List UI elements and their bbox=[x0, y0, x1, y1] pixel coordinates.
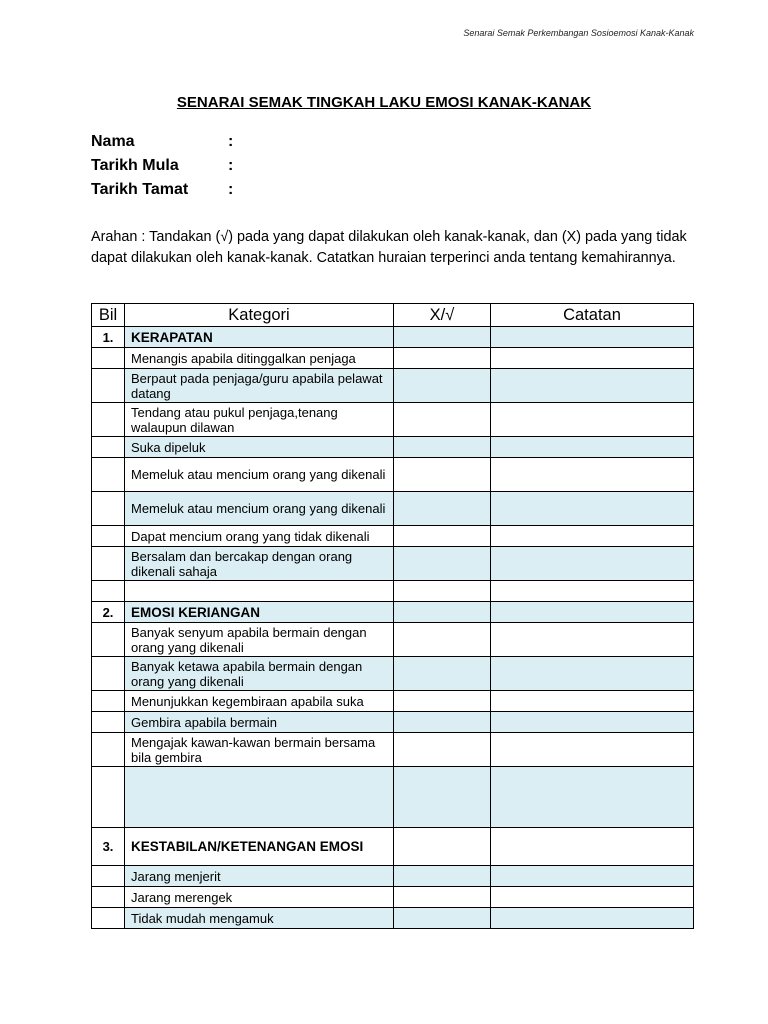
mark-cell[interactable] bbox=[394, 348, 491, 369]
mark-cell[interactable] bbox=[394, 767, 491, 828]
item-text: Dapat mencium orang yang tidak dikenali bbox=[125, 526, 394, 547]
mark-cell[interactable] bbox=[394, 602, 491, 623]
mark-cell[interactable] bbox=[394, 657, 491, 691]
notes-cell[interactable] bbox=[491, 348, 694, 369]
item-text: Gembira apabila bermain bbox=[125, 712, 394, 733]
table-row bbox=[92, 657, 694, 691]
mark-cell[interactable] bbox=[394, 458, 491, 492]
document-title: SENARAI SEMAK TINGKAH LAKU EMOSI KANAK-KANAK bbox=[176, 94, 592, 111]
blank-row bbox=[92, 767, 694, 828]
table-row bbox=[92, 866, 694, 887]
table-row bbox=[92, 526, 694, 547]
table-row bbox=[92, 908, 694, 929]
info-label: Tarikh Tamat bbox=[91, 181, 189, 198]
mark-cell[interactable] bbox=[394, 623, 491, 657]
mark-cell[interactable] bbox=[394, 492, 491, 526]
mark-cell[interactable] bbox=[394, 733, 491, 767]
notes-cell[interactable] bbox=[491, 887, 694, 908]
item-text: Banyak senyum apabila bermain dengan orang yang dikenali bbox=[125, 623, 394, 657]
table-row bbox=[92, 437, 694, 458]
section-row bbox=[92, 828, 694, 866]
item-text: Mengajak kawan-kawan bermain bersama bila gembira bbox=[125, 733, 394, 767]
info-separator: : bbox=[228, 133, 234, 150]
mark-cell[interactable] bbox=[394, 547, 491, 581]
notes-cell[interactable] bbox=[491, 908, 694, 929]
notes-cell[interactable] bbox=[491, 547, 694, 581]
info-label: Nama bbox=[91, 133, 135, 150]
item-text: Berpaut pada penjaga/guru apabila pelawat datang bbox=[125, 369, 394, 403]
item-text: Suka dipeluk bbox=[125, 437, 394, 458]
info-label: Tarikh Mula bbox=[91, 157, 179, 174]
info-separator: : bbox=[228, 157, 234, 174]
mark-cell[interactable] bbox=[394, 581, 491, 602]
notes-cell[interactable] bbox=[491, 691, 694, 712]
section-number: 3. bbox=[92, 828, 125, 866]
item-text: Menangis apabila ditinggalkan penjaga bbox=[125, 348, 394, 369]
mark-cell[interactable] bbox=[394, 437, 491, 458]
section-number: 1. bbox=[92, 327, 125, 348]
mark-cell[interactable] bbox=[394, 327, 491, 348]
table-row bbox=[92, 887, 694, 908]
notes-cell[interactable] bbox=[491, 458, 694, 492]
page-header-note: Senarai Semak Perkembangan Sosioemosi Kanak-Kanak bbox=[463, 28, 694, 38]
notes-cell[interactable] bbox=[491, 767, 694, 828]
item-text: Memeluk atau mencium orang yang dikenali bbox=[125, 458, 394, 492]
header-mark: X/√ bbox=[394, 304, 491, 327]
notes-cell[interactable] bbox=[491, 581, 694, 602]
mark-cell[interactable] bbox=[394, 887, 491, 908]
item-text: Banyak ketawa apabila bermain dengan orang yang dikenali bbox=[125, 657, 394, 691]
table-row bbox=[92, 369, 694, 403]
item-text: Jarang menjerit bbox=[125, 866, 394, 887]
item-text: Bersalam dan bercakap dengan orang dikenali sahaja bbox=[125, 547, 394, 581]
notes-cell[interactable] bbox=[491, 437, 694, 458]
mark-cell[interactable] bbox=[394, 828, 491, 866]
notes-cell[interactable] bbox=[491, 526, 694, 547]
notes-cell[interactable] bbox=[491, 712, 694, 733]
info-row-nama bbox=[91, 130, 233, 154]
section-row bbox=[92, 602, 694, 623]
notes-cell[interactable] bbox=[491, 657, 694, 691]
instruction-text: Arahan : Tandakan (√) pada yang dapat dilakukan oleh kanak-kanak, dan (X) pada yang tidak dapat dilakukan oleh kanak-kanak. Catatkan huraian terperinci anda tentang kemahirannya. bbox=[91, 229, 687, 266]
notes-cell[interactable] bbox=[491, 327, 694, 348]
blank-row bbox=[92, 581, 694, 602]
notes-cell[interactable] bbox=[491, 403, 694, 437]
header-catatan: Catatan bbox=[491, 304, 694, 327]
table-row bbox=[92, 403, 694, 437]
notes-cell[interactable] bbox=[491, 866, 694, 887]
item-text: Memeluk atau mencium orang yang dikenali bbox=[125, 492, 394, 526]
notes-cell[interactable] bbox=[491, 369, 694, 403]
notes-cell[interactable] bbox=[491, 602, 694, 623]
info-row-tarikh-tamat bbox=[91, 178, 233, 202]
item-text: Tendang atau pukul penjaga,tenang walaupun dilawan bbox=[125, 403, 394, 437]
table-header-row bbox=[92, 304, 694, 327]
table-row bbox=[92, 712, 694, 733]
notes-cell[interactable] bbox=[491, 492, 694, 526]
section-number: 2. bbox=[92, 602, 125, 623]
section-title: EMOSI KERIANGAN bbox=[125, 602, 394, 623]
mark-cell[interactable] bbox=[394, 908, 491, 929]
mark-cell[interactable] bbox=[394, 403, 491, 437]
section-title: KESTABILAN/KETENANGAN EMOSI bbox=[125, 828, 394, 866]
item-text: Jarang merengek bbox=[125, 887, 394, 908]
mark-cell[interactable] bbox=[394, 866, 491, 887]
table-row bbox=[92, 348, 694, 369]
mark-cell[interactable] bbox=[394, 526, 491, 547]
table-row bbox=[92, 492, 694, 526]
table-row bbox=[92, 458, 694, 492]
table-row bbox=[92, 547, 694, 581]
section-title: KERAPATAN bbox=[125, 327, 394, 348]
info-separator: : bbox=[228, 181, 234, 198]
item-text: Menunjukkan kegembiraan apabila suka bbox=[125, 691, 394, 712]
section-row bbox=[92, 327, 694, 348]
notes-cell[interactable] bbox=[491, 623, 694, 657]
item-text: Tidak mudah mengamuk bbox=[125, 908, 394, 929]
table-row bbox=[92, 733, 694, 767]
student-info bbox=[91, 130, 233, 202]
table-row bbox=[92, 691, 694, 712]
notes-cell[interactable] bbox=[491, 828, 694, 866]
info-row-tarikh-mula bbox=[91, 154, 233, 178]
mark-cell[interactable] bbox=[394, 369, 491, 403]
header-kategori: Kategori bbox=[125, 304, 394, 327]
mark-cell[interactable] bbox=[394, 691, 491, 712]
table-row bbox=[92, 623, 694, 657]
checklist-table bbox=[91, 303, 694, 929]
header-bil: Bil bbox=[92, 304, 125, 327]
notes-cell[interactable] bbox=[491, 733, 694, 767]
mark-cell[interactable] bbox=[394, 712, 491, 733]
